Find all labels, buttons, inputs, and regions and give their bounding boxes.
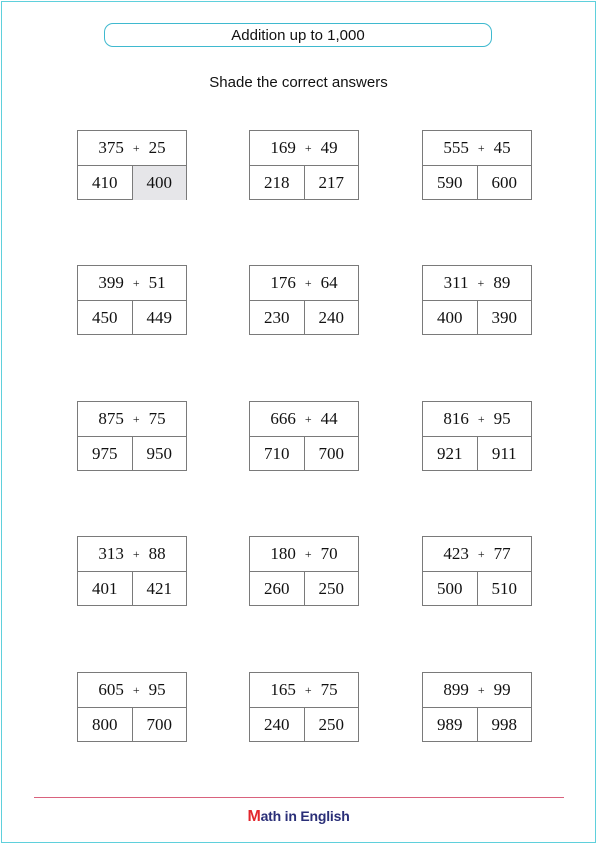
problem-expression: [423, 131, 531, 166]
addend-a: 311: [443, 273, 469, 292]
addend-b: 45: [493, 138, 511, 157]
problem-box: [249, 536, 359, 606]
answer-option-2[interactable]: 700: [146, 715, 172, 734]
problem-box: [77, 401, 187, 471]
answer-option-1[interactable]: 590: [423, 166, 478, 200]
plus-sign: +: [132, 682, 140, 697]
answer-option-1[interactable]: 710: [250, 437, 305, 471]
problem-box: [77, 672, 187, 742]
plus-sign: +: [477, 411, 485, 426]
problem-box: [422, 672, 532, 742]
addend-a: 399: [98, 273, 124, 292]
plus-sign: +: [132, 140, 140, 155]
addend-b: 89: [493, 273, 511, 292]
problem-expression: [423, 537, 531, 572]
problem-box: [77, 536, 187, 606]
answer-option-1[interactable]: 410: [78, 166, 133, 200]
addend-b: 88: [148, 544, 166, 563]
answer-option-1[interactable]: 921: [423, 437, 478, 471]
problem-expression: [250, 131, 358, 166]
plus-sign: +: [304, 546, 312, 561]
addend-b: 25: [148, 138, 166, 157]
answer-option-1[interactable]: 400: [423, 301, 478, 335]
addend-a: 899: [443, 680, 469, 699]
answer-option-1[interactable]: 401: [78, 572, 133, 606]
addend-b: 51: [148, 273, 166, 292]
problem-expression: [423, 402, 531, 437]
answer-option-1[interactable]: 260: [250, 572, 305, 606]
answer-option-1[interactable]: 975: [78, 437, 133, 471]
answer-option-1[interactable]: 989: [423, 708, 478, 742]
problem-box: [422, 265, 532, 335]
answer-option-2[interactable]: 911: [491, 444, 517, 463]
answer-option-2[interactable]: 250: [318, 579, 344, 598]
addend-b: 99: [493, 680, 511, 699]
addend-a: 555: [443, 138, 469, 157]
problem-expression: [250, 402, 358, 437]
answer-option-1[interactable]: 218: [250, 166, 305, 200]
addend-a: 875: [98, 409, 124, 428]
answer-option-2[interactable]: 240: [318, 308, 344, 327]
plus-sign: +: [477, 682, 485, 697]
plus-sign: +: [132, 275, 140, 290]
problem-expression: [78, 673, 186, 708]
logo-letter-m: M: [247, 808, 261, 825]
answer-option-2[interactable]: 600: [491, 173, 517, 192]
plus-sign: +: [304, 140, 312, 155]
addend-b: 95: [493, 409, 511, 428]
addend-a: 666: [270, 409, 296, 428]
addend-b: 70: [320, 544, 338, 563]
problem-expression: [423, 266, 531, 301]
problem-box: [77, 130, 187, 200]
addend-b: 44: [320, 409, 338, 428]
answer-option-2[interactable]: 250: [318, 715, 344, 734]
addend-b: 49: [320, 138, 338, 157]
answer-option-2[interactable]: 449: [146, 308, 172, 327]
math-in-english-logo[interactable]: [0, 808, 597, 826]
addend-b: 95: [148, 680, 166, 699]
addend-a: 375: [98, 138, 124, 157]
plus-sign: +: [132, 411, 140, 426]
problem-box: [422, 401, 532, 471]
problem-box: [77, 265, 187, 335]
footer-divider: [34, 797, 564, 798]
plus-sign: +: [477, 275, 485, 290]
plus-sign: +: [132, 546, 140, 561]
addend-b: 64: [320, 273, 338, 292]
answer-option-2[interactable]: 998: [491, 715, 517, 734]
addend-b: 77: [493, 544, 511, 563]
logo-text: ath in English: [260, 808, 350, 824]
addend-a: 816: [443, 409, 469, 428]
addend-a: 169: [270, 138, 296, 157]
problem-box: [249, 672, 359, 742]
plus-sign: +: [477, 546, 485, 561]
problem-expression: [78, 266, 186, 301]
addend-b: 75: [148, 409, 166, 428]
addend-b: 75: [320, 680, 338, 699]
answer-option-2[interactable]: 510: [491, 579, 517, 598]
addend-a: 176: [270, 273, 296, 292]
problem-box: [422, 130, 532, 200]
plus-sign: +: [477, 140, 485, 155]
problem-expression: [78, 131, 186, 166]
answer-option-1[interactable]: 240: [250, 708, 305, 742]
addend-a: 165: [270, 680, 296, 699]
problem-box: [422, 536, 532, 606]
answer-option-2[interactable]: 390: [491, 308, 517, 327]
plus-sign: +: [304, 411, 312, 426]
problem-box: [249, 265, 359, 335]
problem-expression: [78, 402, 186, 437]
addend-a: 180: [270, 544, 296, 563]
answer-option-2[interactable]: 421: [146, 579, 172, 598]
problem-expression: [250, 537, 358, 572]
plus-sign: +: [304, 682, 312, 697]
instruction-text: Shade the correct answers: [209, 74, 388, 91]
worksheet-title-text: Addition up to 1,000: [231, 26, 365, 44]
answer-option-1[interactable]: 500: [423, 572, 478, 606]
problem-box: [249, 130, 359, 200]
problem-expression: [250, 673, 358, 708]
problem-expression: [423, 673, 531, 708]
addend-a: 605: [98, 680, 124, 699]
answer-option-1[interactable]: 230: [250, 301, 305, 335]
worksheet-title: [104, 23, 492, 47]
problem-box: [249, 401, 359, 471]
plus-sign: +: [304, 275, 312, 290]
answer-option-2[interactable]: 400: [133, 166, 187, 200]
answer-option-2[interactable]: 217: [318, 173, 344, 192]
answer-option-2[interactable]: 700: [318, 444, 344, 463]
answer-option-2[interactable]: 950: [146, 444, 172, 463]
problem-expression: [78, 537, 186, 572]
answer-option-1[interactable]: 450: [78, 301, 133, 335]
addend-a: 423: [443, 544, 469, 563]
addend-a: 313: [98, 544, 124, 563]
answer-option-1[interactable]: 800: [78, 708, 133, 742]
problem-expression: [250, 266, 358, 301]
